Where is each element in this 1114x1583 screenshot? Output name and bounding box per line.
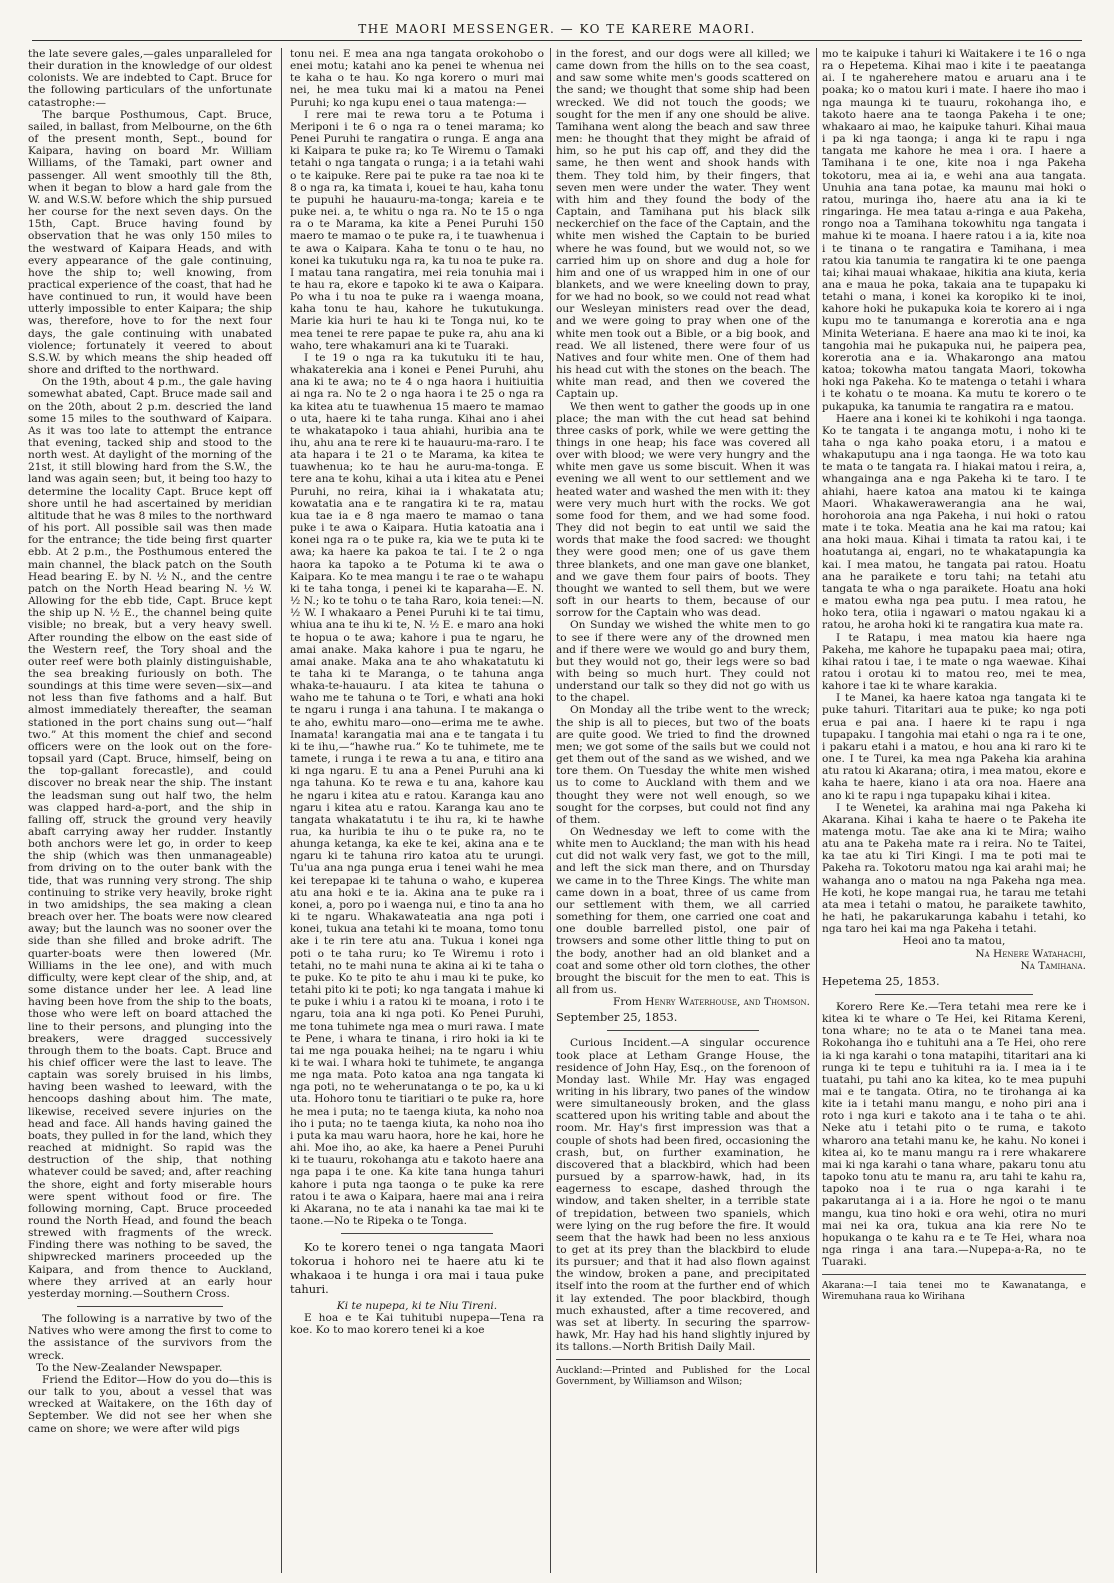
maori-paragraph: I te Wenetei, ka arahina mai nga Pakeha ki Akarana. Kihai i kaha te haere o te Pakeha ite matenga motu. Tae ake ana ki te Mira; waiho atu ana te Pakeha mate ra i reira. No te Taitei, ka tae atu ki Tiri Kingi. I ma te poti mai te Pakeha ra. Tokotoru matou nga kai arahi mai; he wahanga ano o matou na nga Pakeha nga mea. He koti, he kope mangai rua, he tarau me tetahi ata mea i tetahi o matou, he paraikete tawhito, he hati, he pakarukarunga kabahu i tetahi, ko nga taro hei kai ma nga Pakeha i tetahi. bbox=[822, 801, 1086, 936]
column-divider bbox=[550, 48, 551, 1573]
narrative-intro: The following is a narrative by two of the Natives who were among the first to come to the assistance of the survivors from the wreck. bbox=[28, 1313, 272, 1362]
signers: Henry Waterhouse, and Thomson. bbox=[645, 996, 810, 1009]
letter-heading: To the New-Zealander Newspaper. bbox=[36, 1361, 223, 1374]
article-separator bbox=[341, 1233, 493, 1234]
letter-date: September 25, 1853. bbox=[556, 1010, 678, 1025]
from-label: From bbox=[613, 996, 642, 1009]
wreck-paragraph: The barque Posthumous, Capt. Bruce, sailed, in ballast, from Melbourne, on the 6th of the present month, Sept., bound for Kaipara, having on board Mr. William Williams, of the Tamaki, part owner and passenger. All went smoothly till the 8th, when it began to blow a hard gale from the W. and W.S.W. before which the ship pursued her course for the next seven days. On the 15th, Capt. Bruce having found by observation that he was only 150 miles to the westward of Kaipara Heads, and with every appearance of the gale continuing, hove the ship to; well knowing, from practical experience of the coast, that had he have continued to run, it would have been utterly impossible to enter Kaipara; the ship was, therefore, hove to for the next four days, the gale continuing with unabated violence; fortunately it veered to about S.S.W. by which means the ship headed off shore and drifted to the northward. bbox=[28, 108, 272, 377]
letter-paragraph: in the forest, and our dogs were all killed; we came down from the hills on to the sea coast, and saw some white men's goods scattered on the sand; we thought that some ship had been wrecked. We did not touch the goods; we sought for the men if any one should be alive. Tamihana went along the beach and saw three men: he thought that they might be afraid of him, so he put his cap off, and they did the same, he then went and shook hands with them. They told him, by their fingers, that seven men were under the water. They went with him and they found the body of the Captain, and Tamihana put his black silk neckerchief on the face of the Captain, and the white men wished the Captain to be buried where he was found, but we would not, so we carried him up on shore and dug a hole for him and one of us wrapped him in one of our blankets, and we were kneeling down to pray, for we had no book, so we could not read what our Wesleyan ministers read over the dead, and we were going to pray when one of the white men took out a Bible, or a big book, and read. We all listened, there were four of us Natives and four white men. One of them had his head cut with the stones on the beach. The white man read, and then we covered the Captain up. bbox=[556, 48, 810, 401]
closing: Heoi ano ta matou, bbox=[902, 935, 1006, 948]
masthead-rule bbox=[32, 40, 1082, 41]
maori-intro: Ko te korero tenei o nga tangata Maori tokorua i hohoro nei te haere atu ki te whakaoa i te hunga i ora mai i taua puke tahuri. bbox=[290, 1240, 544, 1297]
letter-date: Hepetema 25, 1853. bbox=[822, 973, 940, 988]
article-separator bbox=[607, 1030, 759, 1031]
maori-paragraph: Haere ana i konei ki te kohikohi i nga taonga. Ko te tangata i te anganga motu, i noho ki te taha o nga kaho poaka etoru, i a matou e whakaputupu ana i nga taonga. He wa toto kau te mata o te tangata ra. I hiakai matou i reira, a, whangainga ana e nga Pakeha ki te taro. I te ahiahi, haere katoa ana matou ki te kainga Maori. Whakawerawerangia ana he wai, horohoroia ana nga Pakeha, i nui hoki o ratou mate i te toka. Meatia ana he kai ma ratou; kai ana hoki maua. Kihai i timata ta ratou kai, i te hoatutanga ai, engari, no te whakatapungia ka kai. I mea matou, he tangata pai ratou. Hoatu ana he paraikete e toru tahi; na tetahi atu tangata te wha o nga paraikete. Hoatu ana hoki e matou ewha nga pea putu. I mea ratou, he hoko tera, otiia i ngawari o matou ngakau ki a ratou, he aroha hoki ki te rangatira kua mate ra. bbox=[822, 412, 1086, 632]
column-1 bbox=[28, 48, 272, 1578]
letter-paragraph: Friend the Editor—How do you do—this is our talk to you, about a vessel that was wrecked at Waitakere, on the 16th day of September. We did not see her when she came on shore; we were after wild pigs bbox=[28, 1373, 272, 1435]
signature-line bbox=[556, 996, 810, 1008]
incident-paragraph: Curious Incident.—A singular occurence took place at Letham Grange House, the residence of John Hay, Esq., on the forenoon of Monday last. While Mr. Hay was engaged writing in his library, two panes of the window were simultaneously broken, and the glass scattered upon his writing table and about the room. Mr. Hay's first impression was that a couple of shots had been fired, occasioning the crash, but, on further examination, he discovered that a blackbird, which had been pursued by a sparrow-hawk, had, in its eagerness to escape, dashed through the window, and taken shelter, in a terrible state of trepidation, between two spaniels, which were lying on the rug before the fire. It would seem that the hawk had been no less anxious to get at its prey than the blackbird to elude its pursuer; and that it had also flown against the window, broken a pane, and precipitated itself into the room at the further end of which it lay extended. The poor blackbird, though much exhausted, after a time recovered, and was set at liberty. In securing the sparrow-hawk, Mr. Hay had his hand slightly injured by its tallons.—North British Daily Mail. bbox=[556, 1037, 810, 1354]
maori-paragraph: I te Manei, ka haere katoa nga tangata ki te puke tahuri. Titaritari aua te puke; ko nga poti erua e pai ana. I haere ki te rapu i nga tupapaku. I tangohia mai etahi o nga ra i te one, i pakaru etahi i a matou, e hou ana ki raro ki te one. I te Turei, ka mea nga Pakeha kia arahina atu ratou ki Akarana; otira, i mea matou, ekore e kaha te haere, kiano i ata ora noa. Haere ana ano ki te rapu i nga tupapaku kihai i kitea. bbox=[822, 692, 1086, 802]
letter-paragraph: On Wednesday we left to come with the white men to Auckland; the man with his head cut did not walk very fast, we got to the mill, and left the sick man there, and on Thursday we came in to the Three Kings. The white man came down in a boat, three of us came from our settlement with them, we all carried something for them, one carried one coat and one double barrelled pistol, one pair of trowsers and some other little thing to put on the body, another had an old blanket and a coat and some other old torn clothes, the other brought the biscuit for the men to eat. This is all from us. bbox=[556, 826, 810, 997]
maori-paragraph: I te Ratapu, i mea matou kia haere nga Pakeha, me kahore he tupapaku paea mai; otira, kihai ratou i tae, i te mate o nga waewae. Kihai ratou i orotau ki to matou reo, mei te mea, kahore i tae ki te whare karakia. bbox=[822, 631, 1086, 693]
column-divider bbox=[816, 48, 817, 1573]
imprint: Akarana:—I taia tenei mo te Kawanatanga, e Wiremuhana raua ko Wirihana bbox=[822, 1280, 1086, 1303]
maori-paragraph: mo te kaipuke i tahuri ki Waitakere i te 16 o nga ra o Hepetema. Kihai mao i kite i te paeatanga ai. I te ngaherehere matou e aruaru ana i te poaka; ko o matou kuri i mate. I haere iho mao i nga maunga ki te tuauru, rokohanga iho, e takoto haere ana te taonga Pakeha i te one; whakaaro ai mao, he kaipuke tahuri. Kihai maua i pa ki nga taonga; i anga ki te rapu i nga tangata me kahore he mea i ora. I haere a Tamihana i te one, kite noa i nga Pakeha tokotoru, mea ai ia, e wehi ana aua tangata. Unuhia ana tana potae, ka maunu mai hoki o ratou, muringa iho, haere atu ana ia ki te ringaringa. He mea tatau a-ringa e aua Pakeha, rongo noa a Tamihana tokowhitu nga tangata i mahue ki te moana. I haere ratou i a ia, kite noa i te tinana o te rangatira e Tamihana, i mea ratou kia tanumia te rangatira ki te one paenga tai; kihai mauai whakaae, hikitia ana kiuta, keria ana e maua he poka, takaia ana te tupapaku ki tetahi o mana, i konei ka koropiko ki te inoi, kahore hoki he pukapuka koia te korero ai i nga kupu mo te tanumanga e korerotia ana e nga Minita Weteriana. E haere ana mao ki te inoi, ka tangohia mai he pukapuka nui, he paipera pea, korerotia ana e ia. Whakarongo ana matou katoa; tokowha matou tangata Maori, tokowha hoki nga Pakeha. Ko te matenga o tetahi i whara i te kohatu o te moana. Ka mutu te korero o te pukapuka, ka tanumia te rangatira ra e matou. bbox=[822, 48, 1086, 413]
imprint: Auckland:—Printed and Published for the Local Government, by Williamson and Wilson; bbox=[556, 1365, 810, 1388]
letter-paragraph: On Sunday we wished the white men to go to see if there were any of the drowned men and if there were we would go and bury them, but they would not go, their legs were so bad with being so much hurt. They could not understand our talk so they did not go with us to the chapel. bbox=[556, 619, 810, 705]
korero-paragraph: Korero Rere Ke.—Tera tetahi mea rere ke i kitea ki te whare o Te Hei, kei Ritama Kereni, tona whare; no te ata o te Manei tana mea. Rokohanga iho e tuhituhi ana a Te Hei, oho rere ia ki nga karahi o tona matapihi, titaritari ana ki runga ki te tepu e tuhituhi ra ia. I mea ia i te tuatahi, pu tahi ano ka kitea, ko te mea pupuhi mai e te tangata. Otira, no te tirohanga ai ka kite ia i tetahi manu mangu, e noho piri ana i roto i nga kuri e takoto ana i te taha o te ahi. Neke atu i tetahi pito o te ruma, e takoto wharoro ana tetahi manu ke, he kahu. No konei i kitea ai, ko te manu mangu ra i rere whakarere mai ki nga karahi o tana whare, pakaru tonu atu tapoko tonu atu te manu ra, aru tahi te kahu ra, tapoko noa i te rua o nga karahi i te pakarutanga ai i a ia. Hore he ngoi o te manu mangu, kua tino hoki e ora wehi, otira no muri mai nei ka ora, tukua ana kia rere No te hopukanga o te kahu ra e te Te Hei, whara noa nga ringa i ana tara.—Nupepa-a-Ra, no te Tuaraki. bbox=[822, 1000, 1086, 1269]
signature: Na Tamihana. bbox=[1020, 959, 1086, 972]
maori-letter: E hoa e te Kai tuhitubi nupepa—Tena ra koe. Ko to mao korero tenei ki a koe bbox=[290, 1312, 544, 1337]
article-separator bbox=[77, 1306, 223, 1307]
signature: Na Henere Watahachi, bbox=[975, 947, 1086, 960]
column-2 bbox=[290, 48, 544, 1578]
wreck-paragraph: the late severe gales,—gales unparalleled for their duration in the knowledge of our oldest colonists. We are indebted to Capt. Bruce for the following particulars of the unfortunate catastrophe:— bbox=[28, 48, 272, 109]
column-divider bbox=[281, 48, 282, 1573]
column-3 bbox=[556, 48, 810, 1578]
article-separator bbox=[556, 1359, 810, 1360]
maori-paragraph: tonu nei. E mea ana nga tangata orokohobo o enei motu; katahi ano ka penei te whenua nei te kaha o te hau. Ko nga korero o muri mai nei, he mea tuku mai ki a matou na Penei Puruhi; ko nga kupu enei o taua matenga:— bbox=[290, 48, 544, 109]
article-separator bbox=[875, 994, 1033, 995]
letter-heading: Ki te nupepa, ki te Niu Tireni. bbox=[336, 1300, 498, 1313]
column-4 bbox=[822, 48, 1086, 1578]
article-separator bbox=[822, 1274, 1086, 1275]
letter-paragraph: On Monday all the tribe went to the wreck; the ship is all to pieces, but two of the boats are quite good. We tried to find the drowned men; we got some of the sails but we could not get them out of the sand as we wished, and we tore them. On Tuesday the white men wished us to come to Auckland with them and we thought they were not well enough, so we sought for the corpses, but could not find any of them. bbox=[556, 704, 810, 826]
masthead: THE MAORI MESSENGER. — KO TE KARERE MAORI. bbox=[358, 22, 756, 36]
maori-paragraph: I te 19 o nga ra ka tukutuku iti te hau, whakaterekia ana i konei e Penei Puruhi, ahu ana ki te awa; no te 4 o nga haora i huitiuitia ai nga ra. No te 2 o nga haora i te 25 o nga ra ka kitea atu te tuawhenua 15 maero te mamao o uta, haere ki te taha runga. Kihai ano i ahei te whakatapoko i taua ahiahi, huribia ana te ihu, ahu ana te rere ki te hauauru-ma-raro. I te ata hapara i te 21 o te Marama, ka kitea te tuawhenua; ko te hau he auru-ma-tonga. E tere ana te kohu, kihai a uta i kitea atu e Penei Puruhi, no reira, kihai ia i whakatata atu; kowatatia ana e te rangatira ki te ra, matau kua tae ia e 8 nga maero te mamao o tana puke i te awa o Kaipara. Hutia katoatia ana i konei nga ra o te puke ra, kia we te puta ki te awa; ka haere ka pakoa te tai. I te 2 o nga haora ka tapoko a te Potuma ki te awa o Kaipara. Ko te mea mangu i te rae o te wahapu ki te taha tonga, i penei ki te kaparaha—E. N. ½ N.; ko te tohu o te taha Raro, koia tenei:—N. ½ W. I whakaaro a Penei Puruhi ki te tai timu, whiua ana te ihu ki te, N. ½ E. e maro ana hoki te hopua o te awa; kahore i pua te ngaru, he amai anake. Maka kahore i pua te ngaru, he amai anake. Maka ana te aho whakatatutu ki te taha ki te Maranga, o te tahuna anga whaka-te-hauauru. I ata kitea te tahuna o waho me te tahuna o te Tori, e whati ana hoki te ngaru i runga i ana tahuna. I te makanga o te aho, ewhitu maro—ono—erima me te awhe. Inamata! karangatia mai ana e te tangata i tu ki te ihu,—“hawhe rua.” Ko te tuhimete, me te tamete, i runga i te rewa a tu ana, e titiro ana ki nga ngaru. E tu ana a Penei Puruhi ana ki nga tahuna. Ko te rewa e tu ana, kahore kau he ngaru i kitea atu e ratou. Karanga kau ano ngaru i kitea atu e ratou. Karanga kau ano te tangata whakatatutu i te ihu ra, ki te hawhe rua, ka huribia te ihu o te puke ra, no te ahunga ketanga, ka eke te kei, akina ana e te ngaru ki te tahuna riro katoa atu te urungi. Tu'ua ana nga punga erua i tenei wahi he mea kei terepapae ki te tahuna o waho, e kuperea atu ana hoki e te ia. Akina ana te puke ra i konei, a, poro po i waenga nui, e tino ta ana ho ki te ngaru. Whakawateatia ana nga poti i konei, tukua ana tetahi ki te moana, tomo tonu ake i te rin tere atu ana. Tukua i konei nga poti o te taha ruru; ko Te Wiremu i roto i tetahi, no te mahi nuna te akina ai ki te taha o te puke. Ko te pito te ahu i mau ki te puke, ko tetahi pito ki te poti; ko nga tangata i mahue ki te puke i whiu i a ratou ki te moana, i roto i te ngaru, toia ana ki nga poti. Ko Penei Puruhi, me tona tuhimete nga mea o muri rawa. I mate te Pene, i whara te tinana, i riro hoki ia ki te tai me nga pouaka heihei; na te ngaru i whiu ki te wai. I whara hoki te tuhimete, te anganga me nga mata. Poto katoa ana nga tangata ki nga poti, no te weherunatanga o te po, ka u ki uta. Hohoro tonu te tiaritiari o te puke ra, hore he mea i puta; no te taenga kiuta, ka noho noa iho i puta; no te taenga kiuta, ka noho noa iho i puta ka mau waru haora, hore he kai, hore he ahi. Moe iho, ao ake, ka haere a Penei Puruhi ki te tuauru, rokohanga atu e takoto haere ana nga papa i te one. Ka kite tana hunga tahuri kahore i puta nga taonga o te puke ka rere ratou i te awa o Kaipara, haere mai ana i reira ki Akarana, no te ata i nanahi ka tae mai ki te taone.—No te Ripeka o te Tonga. bbox=[290, 351, 544, 1227]
maori-paragraph: I rere mai te rewa toru a te Potuma i Meriponi i te 6 o nga ra o tenei marama; ko Penei Puruhi te rangatira o runga. E anga ana ki Kaipara te puke ra; ko Te Wiremu o Tamaki tetahi o nga tangata o runga; i a ia tetahi wahi o te kaipuke. Rere pai te puke ra tae noa ki te 8 o nga ra, ka timata i, kouei te hau, kaha tonu te pupuhi he hauauru-ma-tonga; kareia e te puke nei. a, te whitu o nga ra. No te 15 o nga ra o te Marama, ka kite a Penei Puruhi 150 maero te mamao o te puke ra, i te tuawhenua i te awa o Kaipara. Kaha te tonu o te hau, no konei ka tukutuku nga ra, ka tu noa te puke ra. I matau tana rangatira, mei reia tonuhia mai i te hau ra, ekore e tapoko ki te awa o Kaipara. Po wha i tu noa te puke ra i waenga moana, kaha tonu te hau, kahore he tukutukunga. Marie kia huri te hau ki te Tonga nui, ko te mea tenei te rere papae te puke ra, ahu ana ki waho, tere whakamuri ana ki te Tuaraki. bbox=[290, 108, 544, 352]
wreck-paragraph: On the 19th, about 4 p.m., the gale having somewhat abated, Capt. Bruce made sail and on the 20th, about 2 p.m. descried the land some 15 miles to the southward of Kaipara. As it was too late to attempt the entrance that evening, tacked ship and stood to the north west. At daylight of the morning of the 21st, it still blowing hard from the S.W., the land was again seen; but, it being too hazy to determine the locality Capt. Bruce kept off shore until he had ascertained by meridian altitude that he was 8 miles to the northward of his port. All possible sail was then made for the entrance; the tide being first quarter ebb. At 2 p.m., the Posthumous entered the main channel, the black patch on the South Head bearing E. by N. ½ N., and the centre patch on the North Head bearing N. ½ W. Allowing for the ebb tide, Capt. Bruce kept the ship up N. ½ E., the channel being quite visible; no break, but a very heavy swell. After rounding the elbow on the east side of the Western reef, the Tory shoal and the outer reef were both plainly distinguishable, the sea breaking furiously on both. The soundings at this time were seven—six—and not less than five fathoms and a half. But almost immediately thereafter, the seaman stationed in the port chains sung out—“half two.” At this moment the chief and second officers were on the look out on the fore-topsail yard (Capt. Bruce, himself, being on the top-gallant forecastle), and could discover no break near the ship. The instant the leadsman sung out half two, the helm was clapped hard-a-port, and the ship in falling off, struck the ground very heavily abaft carrying away her rudder. Instantly both anchors were let go, in order to keep the ship (which was then unmanageable) from driving on to the outer bank with the tide, that was running very strong. The ship continuing to strike very heavily, broke right in two amidships, the sea making a clean breach over her. The boats were now cleared away; but the launch was no sooner over the side than she filled and broke adrift. The quarter-boats were then lowered (Mr. Williams in the lee one), and with much difficulty, were kept clear of the ship, and, at some distance under her lee. A lead line having been hove from the ship to the boats, those who were left on board attached the line to their persons, and plunging into the breakers, were dragged successively through them to the boats. Capt. Bruce and his chief officer were the last to leave. The captain was sorely bruised in his limbs, having been washed to leeward, with the hencoops dashing about him. The mate, likewise, received severe injuries on the head and face. All hands having gained the boats, they pulled in for the land, which they reached at midnight. So rapid was the destruction of the ship, that nothing whatever could be saved; and, after reaching the shore, eight and forty miserable hours were spent without food or fire. The following morning, Capt. Bruce proceeded round the North Head, and found the beach strewed with fragments of the wreck. Finding there was nothing to be saved, the shipwrecked mariners proceeded up the Kaipara, and from thence to Auckland, where they arrived at an early hour yesterday morning.—Southern Cross. bbox=[28, 376, 272, 1300]
letter-paragraph: We then went to gather the goods up in one place; the man with the cut head sat behind three casks of pork, while we were getting the things in one heap; his face was covered all over with blood; we were very hungry and the white men gave us some biscuit. When it was evening we all went to our settlement and we heated water and washed the men with it: they were very much hurt with the rocks. We got some food for them, and we had some food. They did not begin to eat until we said the words that make the food sacred: we thought they were good men; one of us gave them three blankets, and one man gave one blanket, and we gave them four pairs of boots. They thought we wanted to sell them, but we were soft in our hearts to them, because of our sorrow for the Captain who was dead. bbox=[556, 400, 810, 620]
